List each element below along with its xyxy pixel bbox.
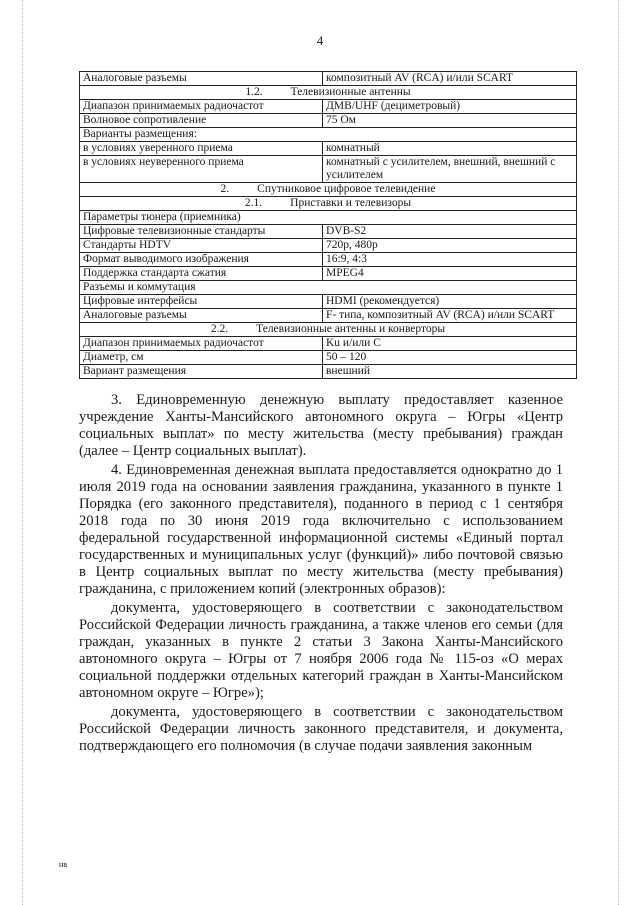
table-row <box>80 114 577 128</box>
table-row <box>80 295 577 309</box>
param-label: Цифровые телевизионные стандарты <box>80 225 323 239</box>
param-label: Поддержка стандарта сжатия <box>80 267 323 281</box>
table-row <box>80 156 577 183</box>
param-value: 50 – 120 <box>323 351 577 365</box>
table-row <box>80 128 577 142</box>
param-value: HDMI (рекомендуется) <box>323 295 577 309</box>
table-row <box>80 72 577 86</box>
left-margin-line <box>22 0 23 905</box>
param-label: в условиях неуверенного приема <box>80 156 323 183</box>
page-number: 4 <box>316 33 324 48</box>
param-label: Волновое сопротивление <box>80 114 323 128</box>
paragraph: документа, удостоверяющего в соответствии с законодательством Российской Федерации личность гражданина, а также членов его семьи (для граждан, указанных в пункте 2 статьи 3 Закона Ханты-Мансийского автономного округа – Югры от 7 ноября 2006 года № 115-оз «О мерах социальной поддержки отдельных категорий граждан в Ханты-Мансийском автономном округе – Югре»); <box>79 600 563 701</box>
param-value: комнатный с усилителем, внешний, внешний с усилителем <box>323 156 577 183</box>
param-value: 16:9, 4:3 <box>323 253 577 267</box>
footer-initials: нв <box>59 860 68 869</box>
table-section-row <box>80 323 577 337</box>
param-label: Аналоговые разъемы <box>80 309 323 323</box>
table-section-row <box>80 183 577 197</box>
table-row <box>80 365 577 379</box>
table-row <box>80 211 577 225</box>
table-row <box>80 337 577 351</box>
param-label: Формат выводимого изображения <box>80 253 323 267</box>
paragraph: 3. Единовременную денежную выплату предоставляет казенное учреждение Ханты-Мансийского автономного округа – Югры «Центр социальных выплат» по месту жительства (месту пребывания) граждан (далее – Центр социальных выплат). <box>79 392 563 459</box>
param-label: Диапазон принимаемых радиочастот <box>80 100 323 114</box>
section-heading <box>80 197 577 211</box>
section-number: 2.2. <box>210 323 229 335</box>
param-label: Стандарты HDTV <box>80 239 323 253</box>
param-label: в условиях уверенного приема <box>80 142 323 156</box>
param-label: Диаметр, см <box>80 351 323 365</box>
section-title: Спутниковое цифровое телевидение <box>257 183 436 195</box>
section-title: Телевизионные антенны и конверторы <box>256 323 446 335</box>
section-number: 2. <box>220 183 230 195</box>
section-title: Приставки и телевизоры <box>290 197 412 209</box>
section-number: 1.2. <box>245 86 263 98</box>
table-row <box>80 309 577 323</box>
section-title: Телевизионные антенны <box>290 86 411 98</box>
table-row <box>80 142 577 156</box>
param-value: внешний <box>323 365 577 379</box>
table-row <box>80 225 577 239</box>
body-text <box>79 392 563 755</box>
param-label: Цифровые интерфейсы <box>80 295 323 309</box>
section-heading <box>80 86 577 100</box>
param-value: ДМВ/UHF (дециметровый) <box>323 100 577 114</box>
param-value: композитный AV (RCA) и/или SCART <box>323 72 577 86</box>
table-row <box>80 281 577 295</box>
group-label: Варианты размещения: <box>80 128 577 142</box>
group-label: Разъемы и коммутация <box>80 281 577 295</box>
paragraph: 4. Единовременная денежная выплата предоставляется однократно до 1 июля 2019 года на основании заявления гражданина, указанного в пункте 1 Порядка (его законного представителя), поданного в период с 1 сентября 2018 года по 30 июня 2019 года включительно с использованием федеральной государственной информационной системы «Единый портал государственных и муниципальных услуг (функций)» либо почтовой связью в Центр социальных выплат по месту жительства (месту пребывания) гражданина, с приложением копий (электронных образов): <box>79 462 563 597</box>
paragraph: документа, удостоверяющего в соответствии с законодательством Российской Федерации личность законного представителя, и документа, подтверждающего его полномочия (в случае подачи заявления законным <box>79 704 563 754</box>
section-heading <box>80 183 577 197</box>
group-label: Параметры тюнера (приемника) <box>80 211 577 225</box>
param-value: DVB-S2 <box>323 225 577 239</box>
param-value: 75 Ом <box>323 114 577 128</box>
right-margin-line <box>618 0 619 905</box>
param-label: Диапазон принимаемых радиочастот <box>80 337 323 351</box>
table-row <box>80 239 577 253</box>
param-value: комнатный <box>323 142 577 156</box>
section-heading <box>80 323 577 337</box>
table-section-row <box>80 197 577 211</box>
param-label: Вариант размещения <box>80 365 323 379</box>
table-row <box>80 267 577 281</box>
section-number: 2.1. <box>244 197 263 209</box>
param-value: Ku и/или C <box>323 337 577 351</box>
param-label: Аналоговые разъемы <box>80 72 323 86</box>
param-value: 720p, 480p <box>323 239 577 253</box>
table-row <box>80 100 577 114</box>
table-row <box>80 351 577 365</box>
table-section-row <box>80 86 577 100</box>
specs-table <box>79 71 577 379</box>
param-value: MPEG4 <box>323 267 577 281</box>
param-value: F- типа, композитный AV (RCA) и/или SCART <box>323 309 577 323</box>
table-row <box>80 253 577 267</box>
